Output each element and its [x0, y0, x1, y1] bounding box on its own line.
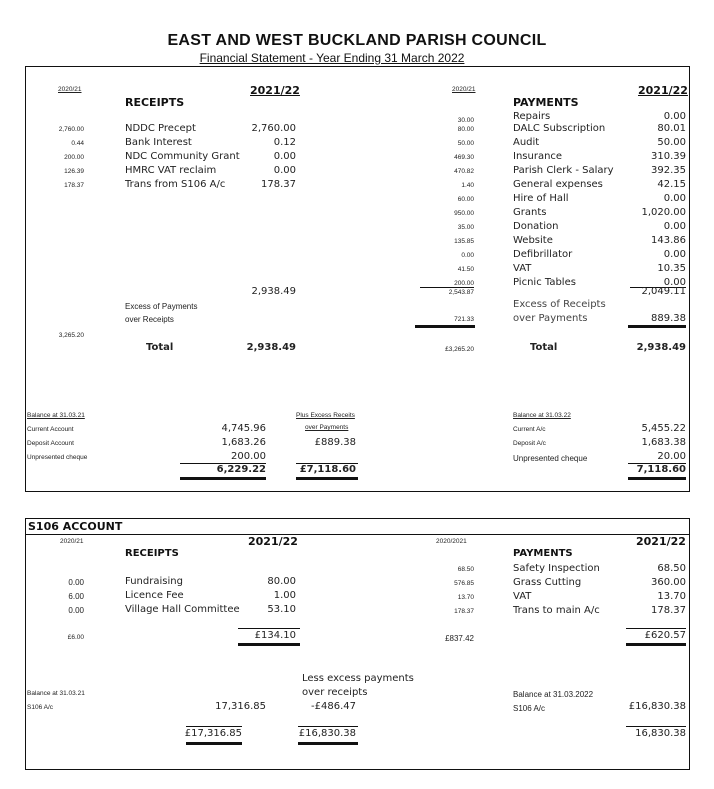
balance-right-total-rule	[628, 477, 686, 480]
receipts-prev-total: 3,265.20	[58, 332, 84, 339]
s106-less-amount: -£486.47	[311, 701, 356, 712]
s106-payment-amount: 360.00	[651, 577, 686, 588]
receipts-subtotal: 2,938.49	[251, 286, 296, 297]
balance-mid-heading-1: Plus Excess Receits	[296, 412, 355, 419]
payment-label: Insurance	[513, 151, 563, 162]
s106-payments-heading: PAYMENTS	[513, 548, 573, 559]
s106-payment-amount: 68.50	[657, 563, 686, 574]
receipts-excess-label-2: over Receipts	[125, 315, 174, 324]
payment-prev-value: 60.00	[457, 196, 474, 203]
payment-label: Hire of Hall	[513, 193, 569, 204]
s106-title-rule	[26, 534, 689, 535]
payments-prev-excess-rule	[415, 325, 475, 328]
payment-amount: 10.35	[657, 263, 686, 274]
payments-subtotal: 2,049.11	[641, 286, 686, 297]
payments-prev-excess: 721.33	[454, 316, 474, 323]
balance-right-heading: Balance at 31.03.22	[513, 412, 571, 419]
balance-right-total: 7,118.60	[636, 464, 686, 475]
balance-right-label: Unpresented cheque	[513, 454, 588, 463]
payment-amount: 0.00	[663, 193, 686, 204]
receipt-label: NDC Community Grant	[125, 151, 240, 162]
s106-payment-label: VAT	[513, 591, 532, 602]
s106-left-balance-total: £17,316.85	[184, 728, 242, 739]
s106-payment-label: Grass Cutting	[513, 577, 582, 588]
s106-payments-total-rule	[626, 643, 686, 646]
balance-right-amount: 5,455.22	[641, 423, 686, 434]
payment-label: VAT	[513, 263, 532, 274]
payment-amount: 80.01	[657, 123, 686, 134]
balance-left-label: Deposit Account	[27, 440, 74, 447]
payment-amount: 0.00	[663, 249, 686, 260]
payments-excess-label-2: over Payments	[513, 313, 588, 324]
receipt-prev-value: 200.00	[64, 154, 84, 161]
s106-receipt-label: Village Hall Committee	[125, 604, 240, 615]
balance-right-label: Current A/c	[513, 426, 546, 433]
receipt-prev-value: 2,760.00	[58, 126, 84, 133]
s106-pay-year-label: 2021/22	[636, 535, 686, 548]
s106-right-balance-top-rule	[626, 726, 686, 727]
s106-payment-label: Trans to main A/c	[513, 605, 600, 616]
receipts-heading: RECEIPTS	[125, 96, 185, 109]
s106-right-balance-amount: £16,830.38	[628, 701, 686, 712]
s106-pay-prev-year-label: 2020/2021	[436, 538, 467, 545]
balance-right-amount: 20.00	[657, 451, 686, 462]
s106-receipts-total-rule	[238, 643, 300, 646]
s106-title: S106 ACCOUNT	[28, 520, 123, 533]
payment-amount: 143.86	[651, 235, 686, 246]
s106-payment-label: Safety Inspection	[513, 563, 600, 574]
payments-excess-label-1: Excess of Receipts	[513, 299, 606, 310]
balance-mid-total: £7,118.60	[299, 464, 356, 475]
s106-left-balance-heading: Balance at 31.03.21	[27, 690, 85, 697]
payment-prev-value: 50.00	[457, 140, 474, 147]
payment-prev-value: 30.00	[457, 117, 474, 124]
balance-left-heading: Balance at 31.03.21	[27, 412, 85, 419]
payment-label: Parish Clerk - Salary	[513, 165, 614, 176]
balance-left-label: Unpresented cheque	[27, 454, 88, 461]
payments-prev-subtotal: 2,543.87	[448, 289, 474, 296]
balance-left-amount: 200.00	[231, 451, 266, 462]
balance-left-label: Current Account	[27, 426, 74, 433]
receipt-amount: 0.12	[273, 137, 296, 148]
s106-mid-total: £16,830.38	[298, 728, 356, 739]
payments-excess-rule	[628, 325, 686, 328]
balance-mid-amount: £889.38	[314, 437, 356, 448]
payment-label: Defibrillator	[513, 249, 573, 260]
balance-right-label: Deposit A/c	[513, 440, 546, 447]
receipts-total: 2,938.49	[246, 342, 296, 353]
s106-less-label-1: Less excess payments	[302, 673, 414, 684]
s106-mid-total-rule	[298, 742, 358, 745]
payments-prev-subtotal-rule	[420, 287, 474, 288]
s106-receipt-amount: 1.00	[273, 590, 296, 601]
s106-left-balance-top-rule	[186, 726, 242, 727]
s106-year-label: 2021/22	[248, 535, 298, 548]
payments-heading: PAYMENTS	[513, 96, 579, 109]
s106-left-balance-amount: 17,316.85	[215, 701, 266, 712]
s106-receipt-label: Licence Fee	[125, 590, 184, 601]
s106-receipts-total: £134.10	[254, 630, 296, 641]
payments-year-label: 2021/22	[638, 84, 688, 97]
receipts-prev-year-label: 2020/21	[58, 86, 82, 93]
payment-prev-value: 1.40	[461, 182, 474, 189]
payment-prev-value: 470.82	[454, 168, 474, 175]
payment-amount: 42.15	[657, 179, 686, 190]
receipts-total-label: Total	[146, 342, 174, 353]
balance-left-total-rule	[180, 477, 266, 480]
s106-payment-prev: 576.85	[454, 580, 474, 587]
payment-label: Repairs	[513, 111, 551, 122]
payment-prev-value: 80.00	[457, 126, 474, 133]
s106-payments-prev-total: £837.42	[445, 634, 474, 643]
receipt-amount: 178.37	[261, 179, 296, 190]
receipt-amount: 2,760.00	[251, 123, 296, 134]
s106-receipts-heading: RECEIPTS	[125, 548, 179, 559]
payments-prev-year-label: 2020/21	[452, 86, 476, 93]
payment-amount: 0.00	[663, 221, 686, 232]
payment-prev-value: 41.50	[457, 266, 474, 273]
receipt-amount: 0.00	[273, 151, 296, 162]
s106-left-balance-total-rule	[186, 742, 242, 745]
s106-right-balance-heading: Balance at 31.03.2022	[513, 690, 594, 699]
payment-amount: 50.00	[657, 137, 686, 148]
payment-label: Website	[513, 235, 553, 246]
payment-amount: 392.35	[651, 165, 686, 176]
payment-prev-value: 35.00	[457, 224, 474, 231]
balance-mid-total-rule	[296, 477, 358, 480]
payment-prev-value: 950.00	[454, 210, 474, 217]
s106-payment-amount: 13.70	[657, 591, 686, 602]
payment-label: Donation	[513, 221, 559, 232]
page-title: EAST AND WEST BUCKLAND PARISH COUNCIL	[167, 32, 547, 49]
s106-receipt-prev: 0.00	[68, 606, 84, 615]
s106-prev-year-label: 2020/21	[60, 538, 84, 545]
s106-receipt-label: Fundraising	[125, 576, 183, 587]
receipt-label: NDDC Precept	[125, 123, 196, 134]
s106-receipt-prev: 0.00	[68, 578, 84, 587]
s106-payment-prev: 68.50	[457, 566, 474, 573]
balance-right-amount: 1,683.38	[641, 437, 686, 448]
payment-label: Audit	[513, 137, 540, 148]
receipt-label: HMRC VAT reclaim	[125, 165, 217, 176]
balance-left-amount: 1,683.26	[221, 437, 266, 448]
payment-prev-value: 0.00	[461, 252, 474, 259]
balance-mid-heading-2: over Payments	[305, 424, 349, 431]
s106-receipt-prev: 6.00	[68, 592, 84, 601]
balance-left-amount: 4,745.96	[221, 423, 266, 434]
receipt-prev-value: 0.44	[71, 140, 84, 147]
payments-prev-total: £3,265.20	[445, 346, 474, 353]
payment-amount: 310.39	[651, 151, 686, 162]
s106-payment-prev: 178.37	[454, 608, 474, 615]
s106-receipt-amount: 80.00	[267, 576, 296, 587]
payment-label: Grants	[513, 207, 547, 218]
payments-total: 2,938.49	[636, 342, 686, 353]
s106-payments-total-top-rule	[626, 628, 686, 629]
receipts-excess-label-1: Excess of Payments	[125, 302, 198, 311]
payment-label: Picnic Tables	[513, 277, 576, 288]
s106-right-balance-total: 16,830.38	[635, 728, 686, 739]
receipt-label: Trans from S106 A/c	[125, 179, 226, 190]
payment-amount: 1,020.00	[641, 207, 686, 218]
s106-payment-amount: 178.37	[651, 605, 686, 616]
receipt-prev-value: 178.37	[64, 182, 84, 189]
payments-total-label: Total	[530, 342, 558, 353]
payments-excess: 889.38	[651, 313, 686, 324]
s106-receipts-total-top-rule	[238, 628, 300, 629]
payment-amount: 0.00	[663, 111, 686, 122]
receipt-label: Bank Interest	[125, 137, 192, 148]
s106-receipt-amount: 53.10	[267, 604, 296, 615]
payment-label: General expenses	[513, 179, 603, 190]
payment-prev-value: 469.30	[454, 154, 474, 161]
s106-mid-total-top-rule	[298, 726, 358, 727]
balance-left-total: 6,229.22	[216, 464, 266, 475]
s106-less-label-2: over receipts	[302, 687, 368, 698]
s106-payments-total: £620.57	[644, 630, 686, 641]
payment-label: DALC Subscription	[513, 123, 606, 134]
s106-right-balance-label: S106 A/c	[513, 704, 546, 713]
s106-receipts-prev-total: £6.00	[67, 634, 84, 641]
payment-prev-value: 200.00	[454, 280, 474, 287]
page-subtitle: Financial Statement - Year Ending 31 March 2022	[199, 51, 465, 65]
receipt-amount: 0.00	[273, 165, 296, 176]
receipts-year-label: 2021/22	[250, 84, 300, 97]
receipt-prev-value: 126.39	[64, 168, 84, 175]
payment-amount: 0.00	[663, 277, 686, 288]
payment-prev-value: 135.85	[454, 238, 474, 245]
s106-left-balance-label: S106 A/c	[27, 704, 54, 711]
s106-payment-prev: 13.70	[457, 594, 474, 601]
